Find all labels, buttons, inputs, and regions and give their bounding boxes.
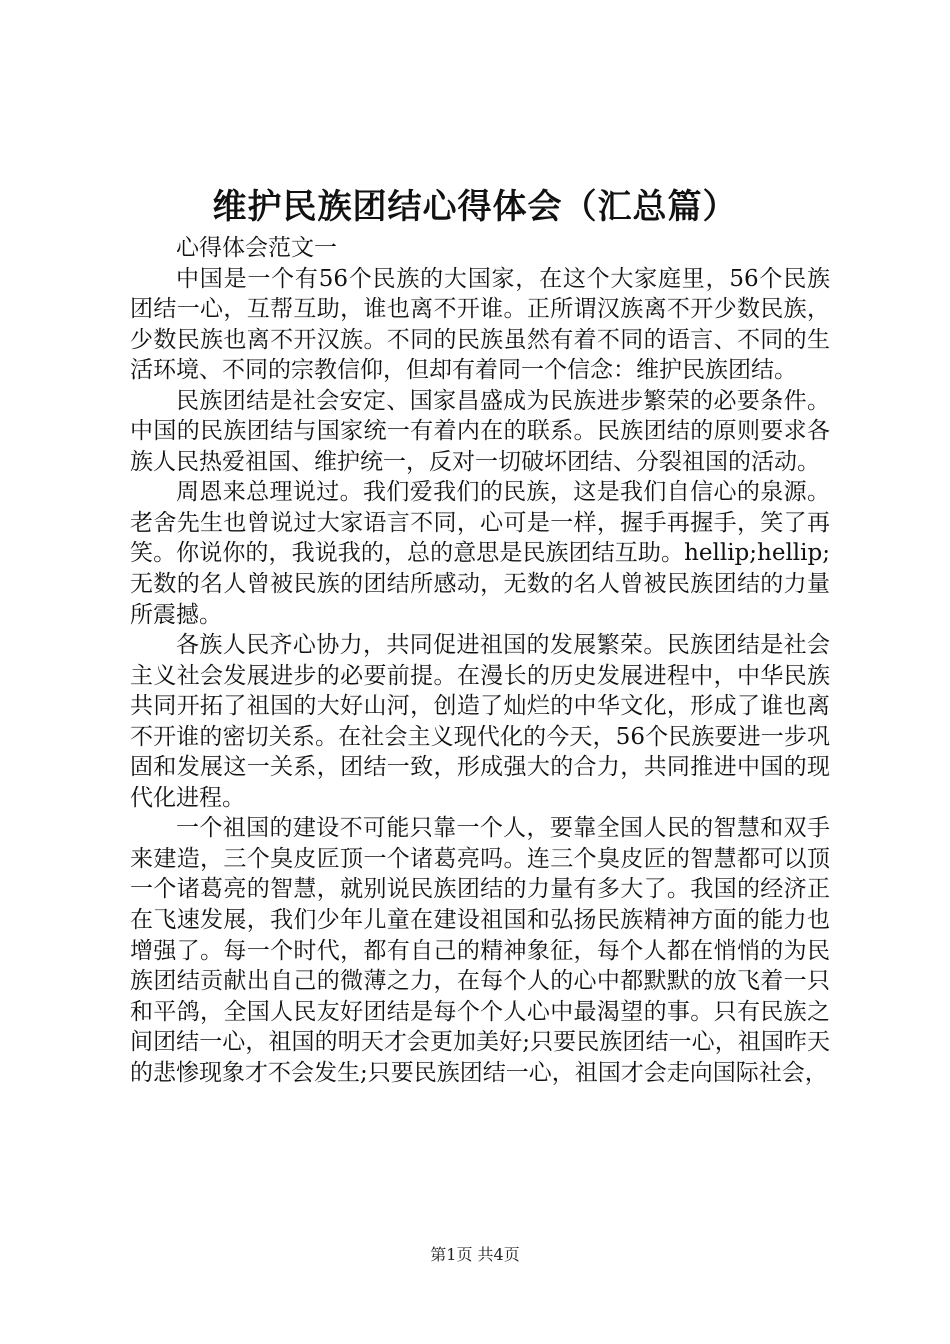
paragraph: 一个祖国的建设不可能只靠一个人，要靠全国人民的智慧和双手来建造，三个臭皮匠顶一个诸葛亮吗。连三个臭皮匠的智慧都可以顶一个诸葛亮的智慧，就别说民族团结的力量有多大了。我国的经济正在飞速发展，我们少年儿童在建设祖国和弘扬民族精神方面的能力也增强了。每一个时代，都有自己的精神象征，每个人都在悄悄的为民族团结贡献出自己的微薄之力，在每个人的心中都默默的放飞着一只和平鸽，全国人民友好团结是每个个人心中最渴望的事。只有民族之间团结一心，祖国的明天才会更加美好;只要民族团结一心，祖国昨天的悲惨现象才不会发生;只要民族团结一心，祖国才会走向国际社会， bbox=[130, 815, 830, 1086]
document-body bbox=[130, 233, 830, 1088]
paragraph: 周恩来总理说过。我们爱我们的民族，这是我们自信心的泉源。老舍先生也曾说过大家语言不同，心可是一样，握手再握手，笑了再笑。你说你的，我说我的，总的意思是民族团结互助。hellip;hellip;无数的名人曾被民族的团结所感动，无数的名人曾被民族团结的力量所震撼。 bbox=[130, 479, 830, 628]
document-title: 维护民族团结心得体会（汇总篇） bbox=[212, 187, 738, 227]
paragraph: 各族人民齐心协力，共同促进祖国的发展繁荣。民族团结是社会主义社会发展进步的必要前提。在漫长的历史发展进程中，中华民族共同开拓了祖国的大好山河，创造了灿烂的中华文化，形成了谁也离不开谁的密切关系。在社会主义现代化的今天，56个民族要进一步巩固和发展这一关系，团结一致，形成强大的合力，共同推进中国的现代化进程。 bbox=[130, 632, 830, 811]
page-number-footer: 第1页 共4页 bbox=[430, 1245, 520, 1264]
paragraph: 民族团结是社会安定、国家昌盛成为民族进步繁荣的必要条件。中国的民族团结与国家统一有着内在的联系。民族团结的原则要求各族人民热爱祖国、维护统一，反对一切破坏团结、分裂祖国的活动。 bbox=[130, 387, 830, 475]
section-heading: 心得体会范文一 bbox=[176, 235, 337, 261]
paragraph: 中国是一个有56个民族的大国家，在这个大家庭里，56个民族团结一心，互帮互助，谁也离不开谁。正所谓汉族离不开少数民族，少数民族也离不开汉族。不同的民族虽然有着不同的语言、不同的生活环境、不同的宗教信仰，但却有着同一个信念：维护民族团结。 bbox=[130, 265, 830, 384]
